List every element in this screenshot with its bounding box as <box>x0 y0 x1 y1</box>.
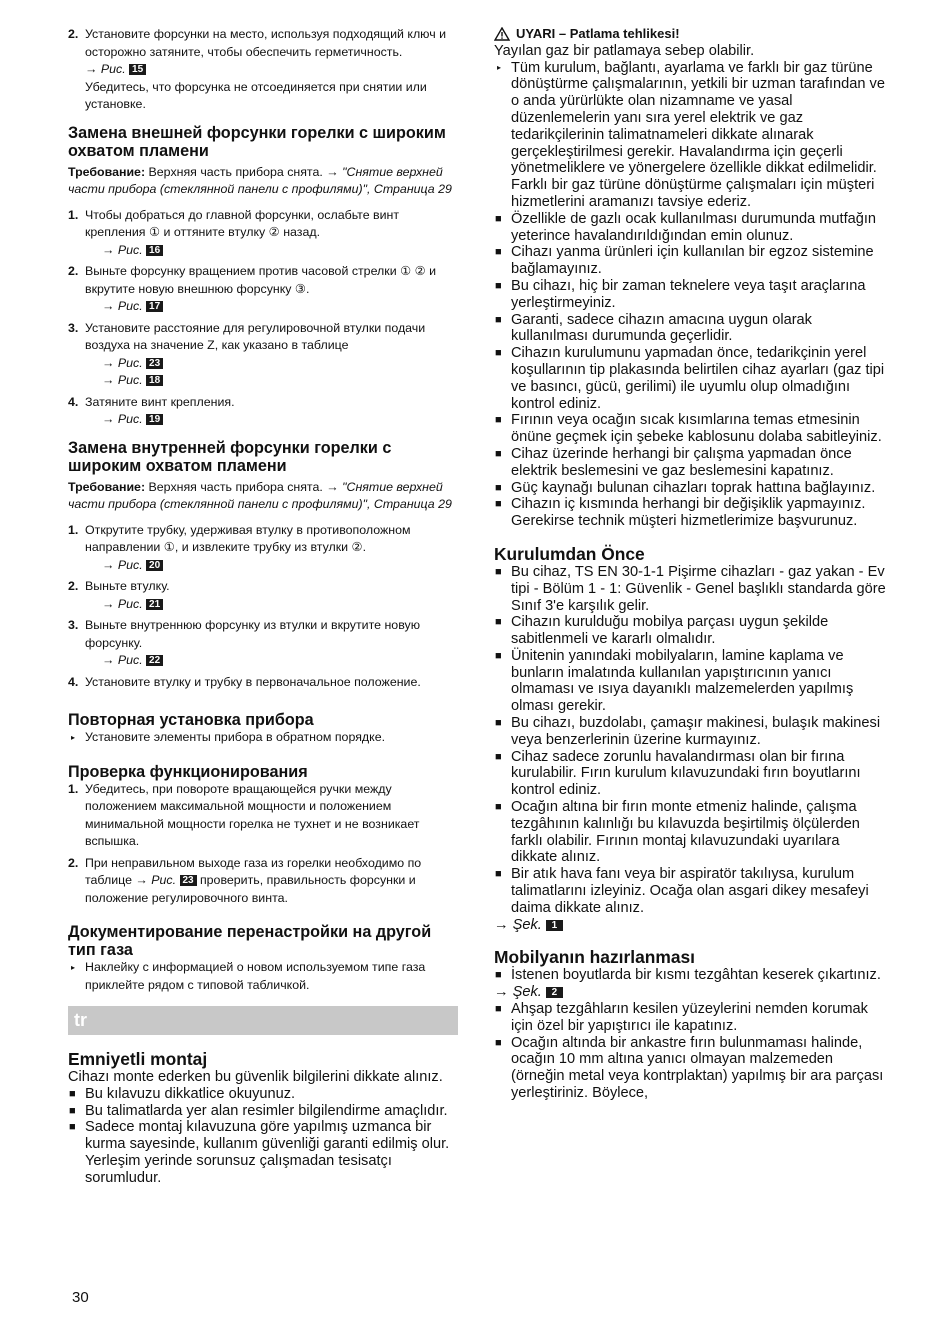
figure-reference: → Рис. 23 <box>85 355 458 373</box>
section-heading: Замена внутренней форсунки горелки с широким охватом пламени <box>68 438 392 475</box>
square-bullet-icon: ■ <box>69 1104 76 1117</box>
list-item <box>494 412 886 446</box>
figure-reference: → Рис. 18 <box>85 372 458 390</box>
step-number: 4. <box>68 674 79 689</box>
bullet-text: Garanti, sadece cihazın amacına uygun olarak kullanılması durumunda geçerlidir. <box>511 311 812 345</box>
list-item: 1. Убедитесь, при повороте вращающейся ручки между положением максимальной мощности и положением минимальной мощности горелка не тухнет и не возникает вспышка. <box>68 781 420 848</box>
square-bullet-icon: ■ <box>69 1087 76 1100</box>
list-item <box>68 674 458 692</box>
page-number: 30 <box>72 1289 89 1306</box>
step-text: Чтобы добраться до главной форсунки, ослабьте винт крепления ① и оттяните втулку ② назад. <box>85 207 400 239</box>
triangle-bullet-icon: ▸ <box>71 733 76 742</box>
step-number: 1. <box>68 207 79 222</box>
step-number: 3. <box>68 618 79 632</box>
list-item <box>494 345 886 412</box>
right-column <box>494 26 886 1102</box>
square-bullet-icon: ■ <box>495 717 502 730</box>
section-heading: Проверка функционирования <box>68 762 308 781</box>
list-item: ▸ Установите элементы прибора в обратном порядке. <box>68 729 458 747</box>
square-bullet-icon: ■ <box>495 279 502 292</box>
list-item <box>494 278 886 312</box>
square-bullet-icon: ■ <box>495 969 502 982</box>
step-text: Открутите трубку, удерживая втулку в противоположном направлении ①, и извлеките трубку из втулки ②. <box>85 522 411 554</box>
figure-number-badge: 23 <box>180 875 197 886</box>
step-text: Выньте втулку. <box>85 579 170 593</box>
bullet-text: Ocağın altında bir ankastre fırın bulunmaması halinde, ocağın 10 mm altına yanıcı olmayan malzemeden (örneğin metal veya kontrplaktan) yapılmış bir ara parçası yerleştiriniz. Böylece, <box>511 1034 884 1102</box>
figure-number-badge: 22 <box>146 655 163 666</box>
list-item <box>494 715 886 749</box>
step-text: Выньте форсунку вращением против часовой стрелки ① ② и вкрутите новую внешнюю форсунку ③. <box>85 264 437 296</box>
bullet-text: Bu cihazı, hiç bir zaman teknelere veya taşıt araçlarına yerleştirmeyiniz. <box>511 277 866 311</box>
bullet-list <box>494 211 886 530</box>
list-item <box>68 578 458 613</box>
requirement: Требование: Верхняя часть прибора снята. → "Снятие верхней части прибора (стеклянной панели с профилями)", Страница 29 <box>68 164 452 196</box>
bullet-text: Bu cihazı, buzdolabı, çamaşır makinesi, bulaşık makinesi veya benzerlerinin üzerine kurmayınız. <box>511 715 881 748</box>
step-number: 2. <box>68 27 79 41</box>
list-item <box>68 1119 458 1186</box>
square-bullet-icon: ■ <box>495 801 502 814</box>
square-bullet-icon: ■ <box>495 565 502 578</box>
section-heading: Повторная установка прибора <box>68 711 314 729</box>
square-bullet-icon: ■ <box>495 212 502 225</box>
list-item <box>68 394 458 429</box>
list-item <box>494 1035 886 1102</box>
list-item <box>494 749 886 799</box>
list-item: ▸ Tüm kurulum, bağlantı, ayarlama ve farklı bir gaz türüne dönüştürme çalışmalarının, yetkili bir uzman tarafından ve o anda yürürlükte olan nizamname ve yasal düzenlemelerin yanı sıra yerel elektrik ve gaz tedarikçilerinin talimatnameleri dikkate alınarak gerçekleştirilmesi gerekir. Havalandırma için geçerli yönetmeliklere ve yönergelere özellikle dikkat edilmelidir. Farklı bir gaz türüne dönüştürme çalışmaları için müşteri hizmetlerini aramanızı tavsiye ederiz. <box>497 59 885 210</box>
square-bullet-icon: ■ <box>495 498 502 511</box>
square-bullet-icon: ■ <box>495 447 502 460</box>
figure-number-badge: 20 <box>146 560 163 571</box>
section-heading: Замена внешней форсунки горелки с широким охватом пламени <box>68 123 446 160</box>
bullet-text: Fırının veya ocağın sıcak kısımlarına temas etmesinin önüne geçmek için şebeke kablosunu dolaba sabitleyiniz. <box>511 412 882 446</box>
figure-reference: → Рис. 22 <box>85 652 458 670</box>
list-item <box>494 211 886 245</box>
bullet-list <box>68 1086 458 1187</box>
list-item <box>68 1103 458 1120</box>
bullet-text: Cihazın iç kısmında herhangi bir değişiklik yapmayınız. Gerekirse technik müşteri hizmetlerimize başvurunuz. <box>511 496 866 530</box>
bullet-text: Bir atık hava fanı veya bir aspiratör takılıysa, kurulum talimatlarını izleyiniz. Ocağa olan asgari dikey mesafeyi daima dikkate alınız. <box>511 866 869 916</box>
figure-reference: → Şek. 2 <box>494 984 886 1001</box>
intro-text: Cihazı monte ederken bu güvenlik bilgilerini dikkate alınız. <box>68 1069 443 1085</box>
figure-reference: → Рис. 17 <box>85 298 458 316</box>
list-item: ▸ Наклейку с информацией о новом используемом типе газа приклейте рядом с типовой табличкой. <box>71 960 426 992</box>
step-list <box>68 207 458 433</box>
list-item <box>494 614 886 648</box>
step-number: 2. <box>68 264 79 278</box>
bullet-text: Bu talimatlarda yer alan resimler bilgilendirme amaçlıdır. <box>85 1102 448 1119</box>
figure-reference: → Рис. 20 <box>85 557 458 575</box>
step-text: Выньте внутреннюю форсунку из втулки и вкрутите новую форсунку. <box>85 618 420 650</box>
warning-subtitle: Yayılan gaz bir patlamaya sebep olabilir. <box>494 42 755 59</box>
step-number: 1. <box>68 522 79 537</box>
step-text: Установите втулку и трубку в первоначальное положение. <box>85 674 421 689</box>
figure-number-badge: 23 <box>146 358 163 369</box>
bullet-text: Cihaz sadece zorunlu havalandırması olan bir fırına kurulabilir. Fırın kurulum kılavuzundaki fırın boyutlarını kontrol ediniz. <box>511 748 861 799</box>
bullet-text: Güç kaynağı bulunan cihazları toprak hattına bağlayınız. <box>511 479 876 496</box>
list-item <box>494 564 886 614</box>
figure-number-badge: 18 <box>146 375 163 386</box>
list-item <box>494 446 886 480</box>
triangle-bullet-icon: ▸ <box>71 963 76 972</box>
square-bullet-icon: ■ <box>495 481 502 494</box>
section-heading: Emniyetli montaj <box>68 1049 208 1069</box>
language-tag: tr <box>68 1006 458 1035</box>
triangle-bullet-icon: ▸ <box>497 62 502 72</box>
step-number: 3. <box>68 320 79 335</box>
figure-number-badge: 16 <box>146 245 163 256</box>
bullet-text: Ahşap tezgâhların kesilen yüzeylerini nemden korumak için özel bir yapıştırıcı ile kapatınız. <box>511 1001 868 1034</box>
bullet-list <box>494 564 886 917</box>
requirement: Требование: Верхняя часть прибора снята. → "Снятие верхней части прибора (стеклянной панели с профилями)", Страница 29 <box>68 479 452 511</box>
section-heading: Mobilyanın hazırlanması <box>494 947 696 968</box>
square-bullet-icon: ■ <box>495 1003 502 1016</box>
square-bullet-icon: ■ <box>69 1121 76 1134</box>
requirement-link[interactable]: "Снятие верхней части прибора (стеклянной панели с профилями)", Страница 29 <box>68 479 452 511</box>
list-item <box>68 26 458 114</box>
square-bullet-icon: ■ <box>495 1036 502 1049</box>
bullet-text: Ocağın altına bir fırın monte etmeniz halinde, çalışma tezgâhının kalınlığı bu kılavuzda beşirtilmiş ölçülerden farklı olabilir. Fırının montaj kılavuzundaki uyarılara dikkate alınız. <box>511 799 860 866</box>
figure-reference: → Рис. 19 <box>85 411 458 429</box>
step-text: Установите форсунки на место, используя подходящий ключ и осторожно затяните, чтобы обеспечить герметичность. <box>85 27 447 59</box>
figure-number-badge: 2 <box>546 987 563 998</box>
bullet-text: Ünitenin yanındaki mobilyaların, lamine kaplama ve bunların imalatında kullanılan yapıştırıcının yanıcı olmaması ve ısıya dayanıklı malzemelerden yapılmış olması gerekir. <box>511 647 854 715</box>
list-item: 2. При неправильном выходе газа из горелки необходимо по таблице → Рис. 23 проверить, правильность форсунки и положение регулировочного винта. <box>68 855 422 905</box>
figure-number-badge: 21 <box>146 599 163 610</box>
step-number: 4. <box>68 394 79 409</box>
list-item <box>68 617 458 670</box>
list-item <box>68 1086 458 1103</box>
list-item <box>494 648 886 715</box>
list-item <box>68 320 458 390</box>
section-heading: Документирование перенастройки на другой тип газа <box>68 923 432 959</box>
bullet-text: Özellikle de gazlı ocak kullanılması durumunda mutfağın yeterince havalandırıldığından emin olunuz. <box>511 210 877 244</box>
bullet-text: Cihazın kurulumunu yapmadan önce, tedarikçinin yerel koşullarının tip plakasında belirtilen cihaz ayarları (gaz tipi ve basıncı, gücü, gerilimi) ile uyumlu olup olmadığını kontrol ediniz. <box>511 345 885 412</box>
list-item <box>68 207 458 260</box>
list-item <box>494 799 886 866</box>
list-item <box>494 312 886 346</box>
list-item <box>494 244 886 278</box>
list-item: ■ İstenen boyutlarda bir kısmı tezgâhtan keserek çıkartınız. <box>495 967 881 984</box>
list-item <box>494 1001 886 1035</box>
square-bullet-icon: ■ <box>495 750 502 763</box>
list-item <box>68 522 458 575</box>
square-bullet-icon: ■ <box>495 414 502 427</box>
bullet-text: Cihazı yanma ürünleri için kullanılan bir egzoz sistemine bağlamayınız. <box>511 244 874 278</box>
requirement-link[interactable]: "Снятие верхней части прибора (стеклянной панели с профилями)", Страница 29 <box>68 164 452 196</box>
square-bullet-icon: ■ <box>495 347 502 360</box>
bullet-text: Cihaz üzerinde herhangi bir çalışma yapmadan önce elektrik beslemesini ve gaz beslemesini kapatınız. <box>511 445 852 479</box>
figure-number-badge: 19 <box>146 414 163 425</box>
list-item <box>494 866 886 916</box>
bullet-text: Bu kılavuzu dikkatlice okuyunuz. <box>85 1085 296 1102</box>
square-bullet-icon: ■ <box>495 246 502 259</box>
warning-title: UYARI – Patlama tehlikesi! <box>494 26 886 43</box>
figure-reference: → Рис. 21 <box>85 596 458 614</box>
bullet-text: Sadece montaj kılavuzuna göre yapılmış uzmanca bir kurma sayesinde, kullanım güvenliği garanti edilmiş olur. Yerleşim yerinde sorunsuz çalışmadan tesisatçı sorumludur. <box>85 1119 450 1186</box>
bullet-text: Bu cihaz, TS EN 30-1-1 Pişirme cihazları - gaz yakan - Ev tipi - Bölüm 1 - 1: Güvenlik - Genel başlıklı standarda göre Sınıf 3'e karşılık gelir. <box>511 563 886 614</box>
step-text: Установите расстояние для регулировочной втулки подачи воздуха на значение Z, как указано в таблице <box>85 320 426 352</box>
square-bullet-icon: ■ <box>495 313 502 326</box>
list-item <box>494 496 886 530</box>
warning-triangle-icon <box>494 27 510 41</box>
square-bullet-icon: ■ <box>495 649 502 662</box>
step-number: 2. <box>68 579 79 593</box>
list-item <box>68 263 458 316</box>
figure-number-badge: 17 <box>146 301 163 312</box>
figure-number-badge: 15 <box>129 64 146 75</box>
figure-reference: → Рис. 15 <box>85 61 458 79</box>
bullet-list <box>494 1001 886 1102</box>
left-column <box>68 26 458 1187</box>
figure-reference: → Şek. 1 <box>494 917 886 934</box>
list-item <box>494 480 886 497</box>
square-bullet-icon: ■ <box>495 868 502 881</box>
step-note: Убедитесь, что форсунка не отсоединяется при снятии или установке. <box>85 79 427 111</box>
square-bullet-icon: ■ <box>495 616 502 629</box>
bullet-text: Cihazın kurulduğu mobilya parçası uygun şekilde sabitlenmeli ve kararlı olmalıdır. <box>511 614 829 648</box>
step-text: Затяните винт крепления. <box>85 394 235 409</box>
section-heading: Kurulumdan Önce <box>494 543 645 564</box>
figure-number-badge: 1 <box>546 920 563 931</box>
figure-reference: → Рис. 16 <box>85 242 458 260</box>
step-list <box>68 522 458 696</box>
